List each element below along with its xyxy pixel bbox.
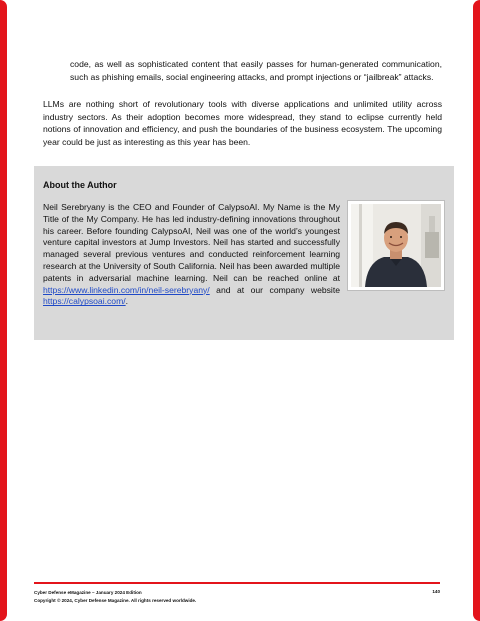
- linkedin-link[interactable]: https://www.linkedin.com/in/neil-serebryany/: [43, 284, 210, 295]
- left-red-edge: [0, 0, 7, 621]
- bio-trailing-period: .: [125, 296, 129, 307]
- author-bio-text: Neil Serebryany is the CEO and Founder of CalypsoAI. My Name is the My Title of the My Company. He has led industry-defining innovations throughout his career. Before founding CalypsoAI, Neil was one of the world’s youngest venture capital investors at Jump Investors. Neil has started and successfully managed several previous ventures and conducted reinforcement learning research at the University of South California. Neil has been awarded multiple patents in adversarial machine learning. Neil can be reached online at: [43, 202, 340, 283]
- footer-text: [34, 589, 196, 605]
- author-photo: [351, 204, 441, 287]
- about-author-heading: About the Author: [43, 180, 117, 190]
- bullet-continuation-text: code, as well as sophisticated content that easily passes for human-generated communication, such as phishing emails, social engineering attacks, and prompt injections or “jailbreak” attacks.: [70, 59, 442, 82]
- footer-edition: Cyber Defense eMagazine – January 2024 Edition: [34, 590, 142, 595]
- about-author-box: [34, 166, 454, 340]
- author-photo-frame: [347, 200, 445, 291]
- footer-divider: [34, 582, 440, 584]
- page-number: 140: [432, 589, 440, 594]
- company-website-link[interactable]: https://calypsoai.com/: [43, 296, 126, 307]
- right-red-edge: [473, 0, 480, 621]
- bio-connector-text: and at our company website: [209, 284, 340, 295]
- body-paragraph: LLMs are nothing short of revolutionary tools with diverse applications and unlimited utility across industry sectors. As their adoption becomes more widespread, they stand to eclipse currently held notions of innovation and efficiency, and push the boundaries of the business ecosystem. The upcoming year could be just as interesting as this year has been.: [43, 99, 442, 147]
- author-portrait-illustration: [351, 204, 441, 287]
- footer-copyright: Copyright © 2024, Cyber Defense Magazine. All rights reserved worldwide.: [34, 598, 197, 603]
- author-bio: [43, 202, 340, 308]
